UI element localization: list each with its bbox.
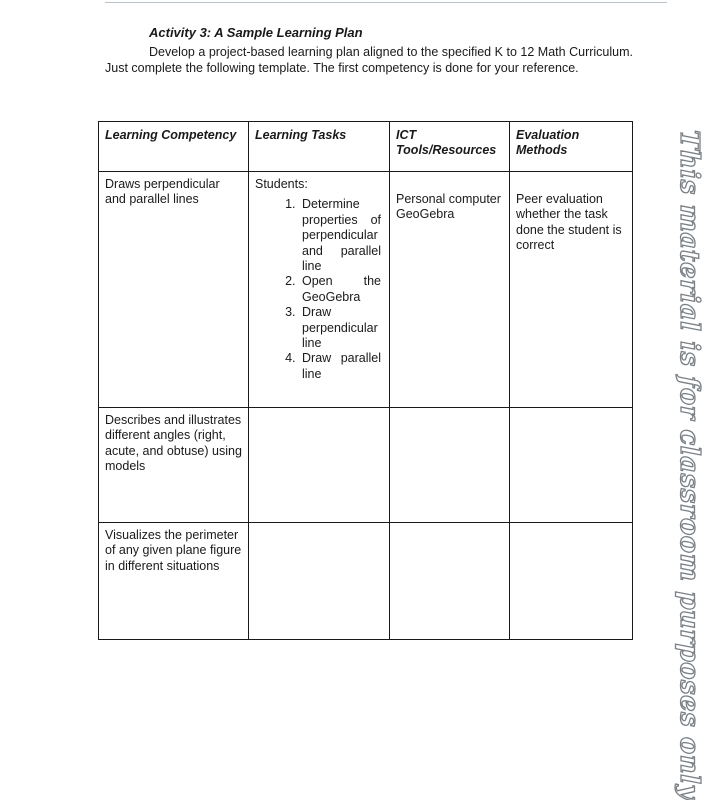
watermark-text: This material is for classroom purposes only (674, 130, 704, 800)
evaluation-text: Peer evaluation whether the task done the student is correct (516, 192, 622, 253)
table-row (99, 523, 633, 640)
tasks-cell (249, 523, 390, 640)
table-row (99, 172, 633, 408)
activity-instructions: Develop a project-based learning plan aligned to the specified K to 12 Math Curriculum. Just complete the following template. The first competency is done for your reference. (105, 45, 633, 75)
competency-cell: Visualizes the perimeter of any given plane figure in different situations (99, 523, 249, 640)
list-item: 4. Draw parallel line (299, 351, 383, 382)
tasks-intro: Students: (255, 177, 308, 191)
evaluation-cell (510, 523, 633, 640)
list-item: 1. Determine properties of perpendicular and parallel line (299, 197, 383, 274)
competency-cell: Draws perpendicular and parallel lines (99, 172, 249, 408)
tasks-list (255, 197, 383, 382)
table-header-row (99, 122, 633, 172)
tasks-cell (249, 172, 390, 408)
ict-cell (390, 408, 510, 523)
header-learning-competency: Learning Competency (99, 122, 249, 172)
evaluation-cell (510, 408, 633, 523)
list-item: 2. Open the GeoGebra (299, 274, 383, 305)
header-ict-tools: ICT Tools/Resources (390, 122, 510, 172)
tasks-cell (249, 408, 390, 523)
list-item: 3. Draw perpendicular line (299, 305, 383, 351)
ict-item: GeoGebra (396, 207, 455, 222)
learning-plan-table (98, 121, 633, 640)
header-evaluation-methods: Evaluation Methods (510, 122, 633, 172)
header-learning-tasks: Learning Tasks (249, 122, 390, 172)
header-rule (105, 2, 667, 3)
ict-item: Personal computer (396, 192, 501, 206)
competency-cell: Describes and illustrates different angles (right, acute, and obtuse) using models (99, 408, 249, 523)
ict-cell (390, 523, 510, 640)
evaluation-cell (510, 172, 633, 408)
ict-cell (390, 172, 510, 408)
activity-title: Activity 3: A Sample Learning Plan (149, 25, 363, 40)
table-row (99, 408, 633, 523)
